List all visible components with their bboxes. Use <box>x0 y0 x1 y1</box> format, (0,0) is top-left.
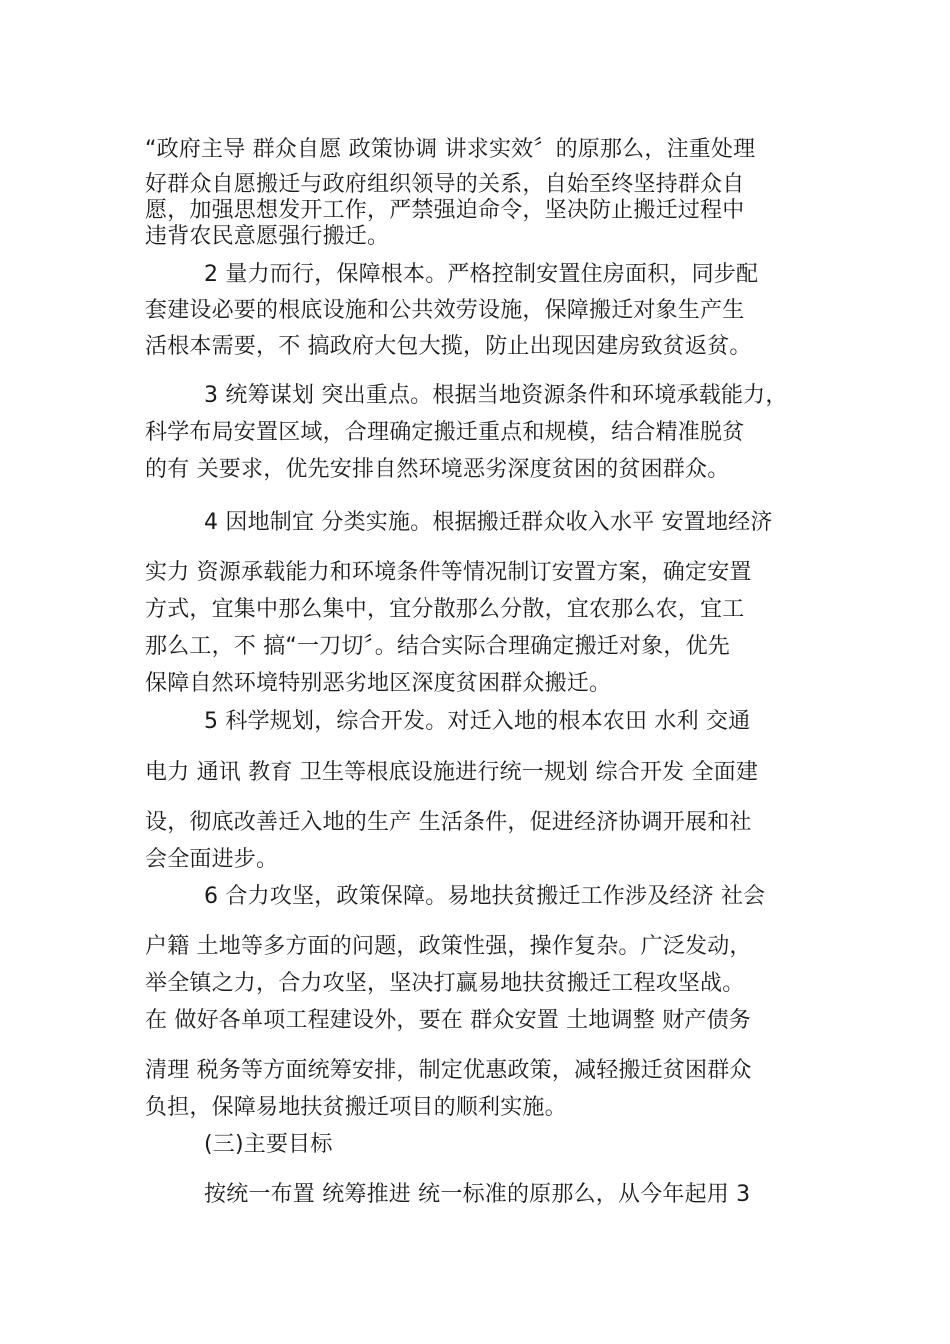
text-line: “政府主导 群众自愿 政策协调 讲求实效〞的原那么，注重处理 <box>145 137 756 162</box>
text-line: 会全面进步。 <box>145 847 279 872</box>
text-line: 保障自然环境特别恶劣地区深度贫困群众搬迁。 <box>145 671 612 696</box>
text-line: 负担，保障易地扶贫搬迁项目的顺利实施。 <box>145 1095 567 1120</box>
text-line: 按统一布置 统筹推进 统一标准的原那么，从今年起用 3 <box>204 1182 751 1207</box>
text-line: 好群众自愿搬迁与政府组织领导的关系，自始至终坚持群众自 <box>145 172 745 197</box>
text-line: 科学布局安置区域，合理确定搬迁重点和规模，结合精准脱贫 <box>145 420 745 445</box>
text-line: 实力 资源承载能力和环境条件等情况制订安置方案，确定安置 <box>145 560 752 585</box>
text-line: 违背农民意愿强行搬迁。 <box>145 224 390 249</box>
text-line: 设，彻底改善迁入地的生产 生活条件，促进经济协调开展和社 <box>145 810 752 835</box>
section-heading: (三)主要目标 <box>204 1132 333 1157</box>
text-line: 电力 通讯 教育 卫生等根底设施进行统一规划 综合开发 全面建 <box>145 760 759 785</box>
text-line: 的有 关要求，优先安排自然环境恶劣深度贫困的贫困群众。 <box>145 457 730 482</box>
text-line: 6 合力攻坚，政策保障。易地扶贫搬迁工作涉及经济 社会 <box>204 884 766 909</box>
text-line: 举全镇之力，合力攻坚，坚决打赢易地扶贫搬迁工程攻坚战。 <box>145 971 745 996</box>
text-line: 2 量力而行，保障根本。严格控制安置住房面积，同步配 <box>204 262 759 287</box>
text-line: 愿，加强思想发开工作，严禁强迫命令，坚决防止搬迁过程中 <box>145 198 745 223</box>
text-line: 户籍 土地等多方面的问题，政策性强，操作复杂。广泛发动， <box>145 934 752 959</box>
text-line: 活根本需要，不 搞政府大包大揽，防止出现因建房致贫返贫。 <box>145 334 752 359</box>
text-line: 套建设必要的根底设施和公共效劳设施，保障搬迁对象生产生 <box>145 298 745 323</box>
text-line: 那么工，不 搞“一刀切〞。结合实际合理确定搬迁对象，优先 <box>145 634 730 659</box>
text-line: 3 统筹谋划 突出重点。根据当地资源条件和环境承载能力， <box>204 383 788 408</box>
text-line: 清理 税务等方面统筹安排，制定优惠政策，减轻搬迁贫困群众 <box>145 1058 752 1083</box>
text-line: 在 做好各单项工程建设外，要在 群众安置 土地调整 财产债务 <box>145 1008 751 1033</box>
text-line: 方式，宜集中那么集中，宜分散那么分散，宜农那么农，宜工 <box>145 597 745 622</box>
text-line: 4 因地制宜 分类实施。根据搬迁群众收入水平 安置地经济 <box>204 510 773 535</box>
text-line: 5 科学规划，综合开发。对迁入地的根本农田 水利 交通 <box>204 709 751 734</box>
